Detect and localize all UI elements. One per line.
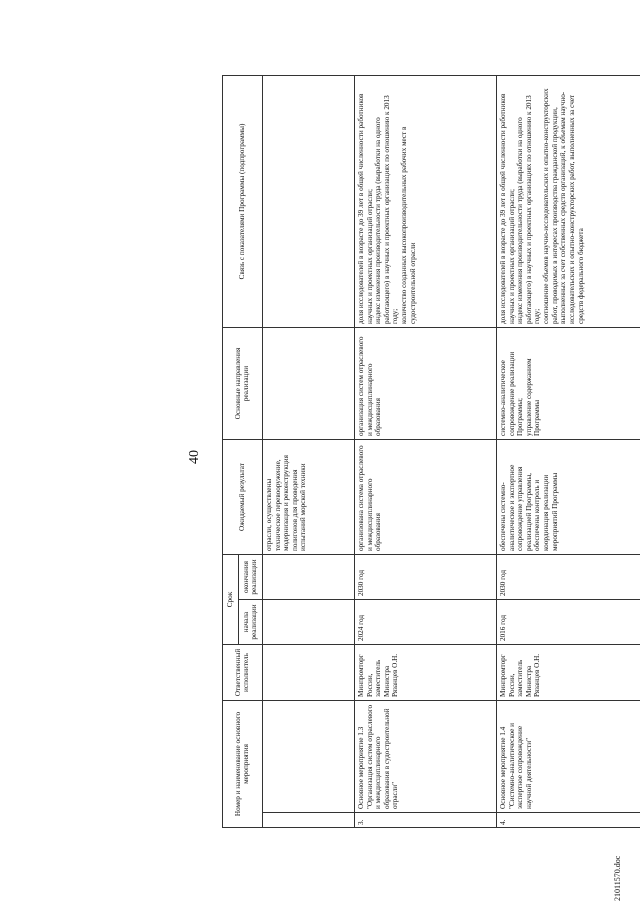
row-name: Основное мероприятие 1.4 "Системно-аналитическое и экспертное сопровождение научной деятельности" [496,701,640,813]
row-number: 4. [496,813,640,828]
row-start: 2024 год [354,600,496,645]
header-term: Срок [223,555,239,645]
row-link: доля исследователей в возрасте до 39 лет в общей численности работников научных и проектных организаций отрасли; индекс изменения производительности труда (выработки на одного работающего) в научных и проектных организациях по отношению к 2013 году; соотношение объемов научно-исследовательских и опытно-конструкторских работ, проводимых в интересах производства гражданской продукции, выполненных за счет собственных средств организаций, к объемам научно-исследовательских и опытно-конструкторских работ, выполненных за счет средств федерального бюджета [496,76,640,328]
row-end: 2030 год [354,555,496,600]
header-result: Ожидаемый результат [223,440,263,555]
table-row [354,76,496,828]
header-start: начала реализации [238,600,262,645]
measures-table [222,75,640,828]
table-header-row [223,76,239,828]
header-executor: Ответственный исполнитель [223,645,263,701]
continuation-result: отрасли, осуществлены техническое перевооружение, модернизация и реконструкция полигонов для проведения испытаний морской техники [262,440,354,555]
row-result: обеспечены системно-аналитическое и экспертное сопровождение управления реализацией Программы, обеспечены контроль и координация реализации мероприятий Программы [496,440,640,555]
row-result: организована система отраслевого и междисциплинарного образования [354,440,496,555]
row-executor: Минпромторг России, заместитель Министра Рязанцев О.Н. [496,645,640,701]
row-directions: системно-аналитическое сопровождение реализации Программы; управление содержанием Программы [496,328,640,440]
row-executor: Минпромторг России, заместитель Министра Рязанцев О.Н. [354,645,496,701]
row-name: Основное мероприятие 1.3 "Организация систем отраслевого и междисциплинарного образования в судостроительной отрасли" [354,701,496,813]
header-link: Связь с показателями Программы (подпрограммы) [223,76,263,328]
row-end: 2030 год [496,555,640,600]
row-start: 2016 год [496,600,640,645]
table-row [496,76,640,828]
page-number: 40 [187,450,202,464]
table-row-continuation [262,76,354,828]
row-number: 3. [354,813,496,828]
row-link: доля исследователей в возрасте до 39 лет в общей численности работников научных и проектных организаций отрасли; индекс изменения производительности труда (выработки на одного работающего) в научных и проектных организациях по отношению к 2013 году; количество созданных высокопроизводительных рабочих мест в судостроительной отрасли [354,76,496,328]
row-directions: организация систем отраслевого и междисциплинарного образования [354,328,496,440]
footer-doc-name: 21011570.doc [613,855,622,901]
header-directions: Основные направления реализации [223,328,263,440]
header-end: окончания реализации [238,555,262,600]
header-name: Номер и наименование основного мероприятия [223,701,263,828]
